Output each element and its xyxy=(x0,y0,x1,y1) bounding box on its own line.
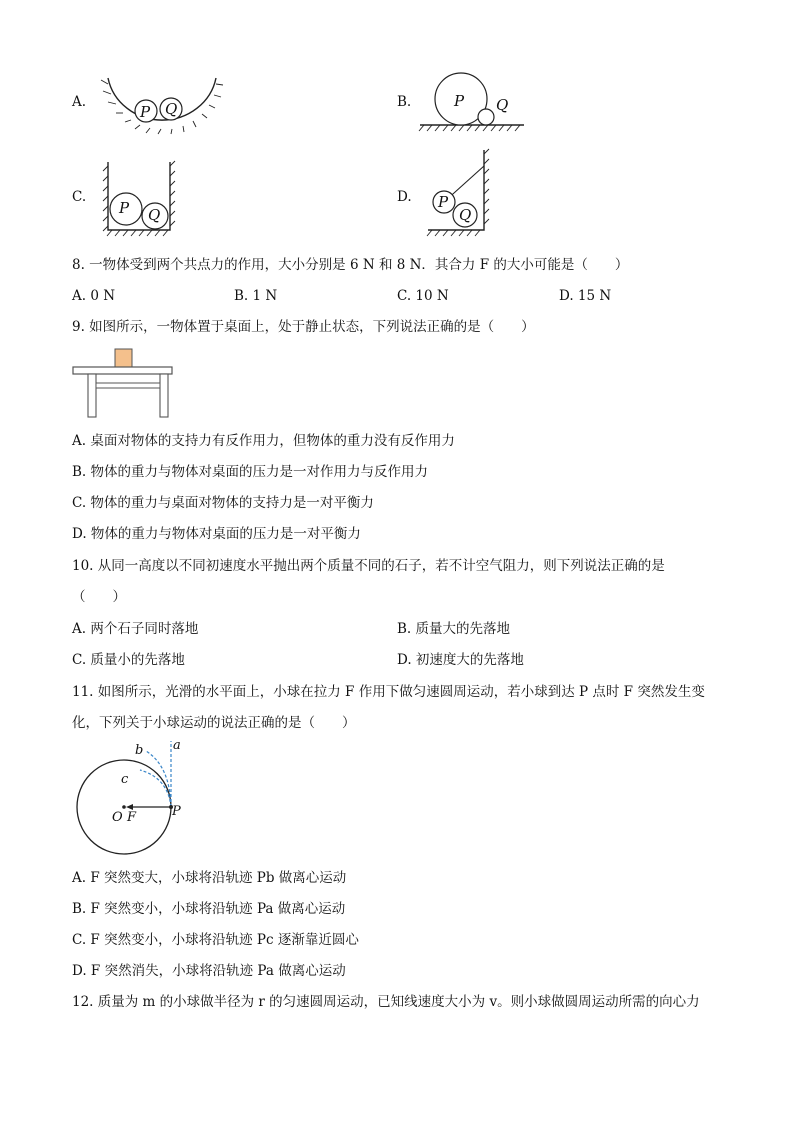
q9-option-a: A. 桌面对物体的支持力有反作用力，但物体的重力没有反作用力 xyxy=(72,433,455,449)
q7-option-b-label: B. xyxy=(397,94,412,110)
q7-a-ball-q: Q xyxy=(165,100,178,118)
q7-c-ball-q: Q xyxy=(148,206,161,224)
q11-stem-line1: 11. 如图所示，光滑的水平面上，小球在拉力 F 作用下做匀速圆周运动，若小球到达 P 点时 F 突然发生变 xyxy=(72,684,705,700)
q9-stem: 9. 如图所示，一物体置于桌面上，处于静止状态，下列说法正确的是（ ） xyxy=(72,319,535,335)
q10-option-d: D. 初速度大的先落地 xyxy=(397,652,524,668)
q12-stem: 12. 质量为 m 的小球做半径为 r 的匀速圆周运动，已知线速度大小为 v。则小球做圆周运动所需的向心力 xyxy=(72,994,700,1010)
q7-b-ball-p: P xyxy=(454,92,465,110)
q10-option-c: C. 质量小的先落地 xyxy=(72,652,185,668)
q10-stem-line2: （ ） xyxy=(72,589,126,605)
q11-path-a-label: a xyxy=(173,738,181,753)
q7-d-ball-q: Q xyxy=(459,206,472,224)
q7-figure-d-box-string xyxy=(422,146,494,240)
q8-option-a: A. 0 N xyxy=(72,288,116,304)
q9-figure-table xyxy=(72,346,174,420)
q10-stem-line1: 10. 从同一高度以不同初速度水平抛出两个质量不同的石子，若不计空气阻力，则下列说法正确的是 xyxy=(72,558,665,574)
q11-option-d: D. F 突然消失，小球将沿轨迹 Pa 做离心运动 xyxy=(72,963,346,979)
q11-stem-line2: 化，下列关于小球运动的说法正确的是（ ） xyxy=(72,715,356,731)
q11-option-a: A. F 突然变大，小球将沿轨迹 Pb 做离心运动 xyxy=(72,870,347,886)
q8-option-c: C. 10 N xyxy=(397,288,449,304)
q8-option-d: D. 15 N xyxy=(559,288,612,304)
q7-b-ball-q: Q xyxy=(496,96,509,114)
q11-center-o-label: O xyxy=(112,810,123,825)
q11-figure-circle xyxy=(70,738,190,858)
q7-option-a-label: A. xyxy=(72,94,87,110)
q11-path-b-label: b xyxy=(135,743,144,758)
q9-option-c: C. 物体的重力与桌面对物体的支持力是一对平衡力 xyxy=(72,495,374,511)
q11-option-c: C. F 突然变小，小球将沿轨迹 Pc 逐渐靠近圆心 xyxy=(72,932,359,948)
q11-option-b: B. F 突然变小，小球将沿轨迹 Pa 做离心运动 xyxy=(72,901,346,917)
q11-force-f-label: F xyxy=(127,810,137,825)
q8-option-b: B. 1 N xyxy=(234,288,278,304)
q7-c-ball-p: P xyxy=(119,199,130,217)
q7-option-c-label: C. xyxy=(72,189,87,205)
q7-d-ball-p: P xyxy=(438,193,449,211)
q10-option-b: B. 质量大的先落地 xyxy=(397,621,511,637)
q10-option-a: A. 两个石子同时落地 xyxy=(72,621,199,637)
q8-stem: 8. 一物体受到两个共点力的作用，大小分别是 6 N 和 8 N．其合力 F 的大小可能是（ ） xyxy=(72,257,629,273)
q11-path-c-label: c xyxy=(121,772,129,787)
q7-figure-c-box xyxy=(100,158,180,240)
q7-figure-b-floor xyxy=(418,74,528,134)
q7-figure-a-bowl xyxy=(100,74,225,134)
q7-a-ball-p: P xyxy=(140,103,151,121)
q11-point-p-label: P xyxy=(172,804,181,819)
q9-option-d: D. 物体的重力与物体对桌面的压力是一对平衡力 xyxy=(72,526,361,542)
q9-option-b: B. 物体的重力与物体对桌面的压力是一对作用力与反作用力 xyxy=(72,464,429,480)
q7-option-d-label: D. xyxy=(397,189,412,205)
